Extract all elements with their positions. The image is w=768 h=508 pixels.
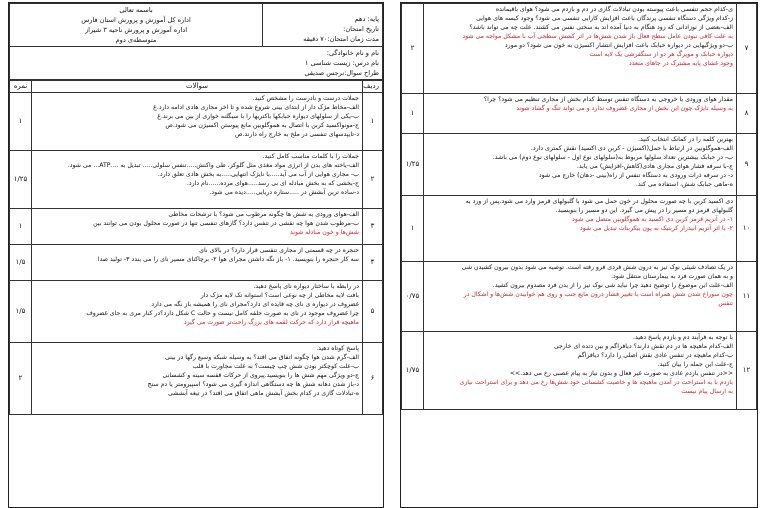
question-line: ج-بخشی که به بخش مبادله ای بی رسد.....هوای مرده......نام دارد.	[186, 180, 359, 187]
question-line: ز-کدام ویژگی دستگاه تنفسی پرندگان باعث افزایش کارایی تنفسی می شود؟ وجود کیسه های هوایی	[476, 15, 733, 22]
question-line: در یک تصادف شیئی نوک تیز به درون شش فردی فرو رفته است. توصیه می شود بدون بیرون کشیدن شی	[461, 264, 733, 271]
question-line: جملات درست و نادرست را مشخص کنید.	[252, 95, 359, 102]
question-line: ب-کدام ماهیچه در تنفس عادی نقش اصلی را دارد؟ دیافراگم	[577, 352, 733, 359]
question-score: ۰/۷۵	[402, 262, 424, 332]
question-body	[424, 196, 737, 262]
question-line: الف-یاخته های بدن از انرژی مواد مغذی مثل گلوکز، طی واکنش.....تنفس سلولی..... تبدیل به ....ATP... می شود.	[67, 162, 359, 169]
question-number: ۲	[363, 151, 383, 209]
question-line: حنجره در چه قسمتی از مجاری تنفسی قرار دارد؟ در بالای نای	[199, 247, 359, 254]
question-row	[402, 94, 757, 134]
question-number: ۸	[737, 94, 757, 134]
header-left-info	[263, 4, 383, 47]
question-body	[424, 262, 737, 332]
question-line: ی-کدام حجم تنفسی باعث پیوسته بودن تبادلات گازی در دم و بازدم می شود؟ هوای باقیمانده	[495, 6, 733, 13]
questions-table-left	[9, 80, 383, 415]
question-body	[424, 4, 737, 94]
exam-page-one	[8, 2, 384, 508]
question-row	[402, 332, 757, 410]
question-line: د- در سرفه ذرات ورودی به دستگاه تنفس از راه(بینی -دهان) خارج می شود	[538, 172, 733, 179]
question-line: در رابطه با ساختار دیواره نای پاسخ دهید.	[253, 283, 359, 290]
col-questions-header: سوالات	[32, 81, 363, 93]
question-body	[424, 94, 737, 134]
grade-label: پایه: دهم	[354, 15, 379, 23]
org-line-2: اداره آموزش و پرورش ناحیه ۳ شیراز	[84, 26, 188, 34]
question-number: ۱۱	[737, 262, 757, 332]
question-line: به وسیله نایژک چون این بخش از مجاری غضروف ندارد و می تواند تنگ و گشاد شوند	[516, 105, 733, 112]
question-row	[402, 196, 757, 262]
question-line: تنفس	[718, 300, 733, 307]
question-score: ۱	[10, 93, 32, 151]
question-line: جملات را با کلمات مناسب کامل کنید.	[262, 153, 359, 160]
question-score: ۱	[402, 94, 424, 134]
question-line: دی اکسید کربن با چه صورت محلول در خون حمل می شود با گلبولهای قرمز وارد می شود.پس از ورد به	[465, 198, 733, 205]
questions-table-right	[401, 3, 757, 410]
question-line: چرا غضروف موجود در نای به صورت حلقه کامل نیست و حالت C شکل دارد؟در کنار مری به جای غضروف	[86, 310, 359, 317]
question-line: چون سوراخ شدن شش همراه است با تغییر فشار درون مایع جنب و روی هم خوابیدن شش‌ها و اشکال در	[463, 291, 733, 298]
name-label: نام و نام خانوادگی:	[326, 49, 379, 57]
question-line: سه کار حنجره را بنویسید. ۱- باز نگه داشتن مجرای هوا ۲- برچاکنای مسیر نای را می بندد ۳- تولید صدا	[97, 256, 359, 263]
question-number: ۱	[363, 93, 383, 151]
question-line: گلبولهای قرمز دو مسیر را در پیش می گیرد. این دو مسیر را بنویسید.	[555, 207, 733, 214]
question-body	[32, 93, 363, 151]
question-number: ۷	[737, 4, 757, 94]
question-score: ۱/۲۵	[402, 134, 424, 196]
question-score: ۲	[402, 4, 424, 94]
question-body	[32, 151, 363, 209]
question-line: بافت لایه مخاطی از چه نوعی است؟ استوانه تک لایه مژک دار	[200, 292, 359, 299]
question-line: ب- در حبابک بیشترین تعداد سلولها مربوط به(سلولهای نوع اول - سلولهای نوع دوم) می باشد.	[492, 154, 733, 161]
question-number: ۱۰	[737, 196, 757, 262]
question-line: <<در تنفس بازدم عادی به صورت غیر فعال و بدون نیاز به پیام عصبی رخ می دهد.>>	[509, 370, 733, 377]
org-line-1: اداره کل آموزش و پرورش استان فارس	[81, 16, 191, 24]
question-line: شش‌ها و خون مبادله شوند	[289, 229, 359, 236]
question-line: الف-مخاط مژک دار از ابتدای بینی شروع شده و تا اخر مجاری هادی ادامه دارد.غ	[153, 104, 359, 111]
col-score-header: نمره	[10, 81, 32, 93]
question-body	[424, 134, 737, 196]
question-line: وجود غشای پایه مشترک در جاهای متعدد	[629, 60, 733, 67]
question-line: ۲- با اثر آنزیم انیدراز کربنیک به یون بیکربنات تبدیل می شود	[579, 225, 733, 232]
question-number: ۱۲	[737, 332, 757, 410]
question-body	[32, 209, 363, 245]
question-line: ب-یکی از سلولهای دیواره حبابکها باکتریها را با سیگلنه خواری از بین می برند.غ	[157, 113, 359, 120]
question-line: الف-بعضی از نوزادانی که زود هنگام به دنیا آمده اند به سختی نفس می کشند. علت چه می تواند باشد؟	[469, 24, 733, 31]
question-line: الف-علت این موضوع را توضیح دهید چرا نباید شی نوک تیز را از بدن فرد مصدوم بیرون کشید.	[492, 282, 733, 289]
question-score: ۲	[10, 343, 32, 415]
question-body	[424, 332, 737, 410]
level-label: متوسطه‌ی دوم	[115, 36, 157, 44]
question-line: ب-دو ویژگیهایی در دیواره حبابک باعث افزایش انتشار اکسیژن به خون می شود؟ دو مورد	[504, 42, 733, 49]
basmala: باسمه تعالی	[119, 6, 153, 14]
question-line: غضروف در دیواره ی نای چه فایده ای دارد؟مجرای نای را همیشه باز نگه می دارد	[151, 301, 359, 308]
question-score: ۱/۵	[10, 245, 32, 281]
question-score: ۱	[10, 209, 32, 245]
question-line: ج-علت این جمله را بیان کنید.	[657, 361, 733, 368]
question-number: ۵	[363, 281, 383, 343]
question-line: الف-هوای ورودی به شش ها چگونه مرطوب می شود؟ با ترشحات مخاطی	[168, 211, 359, 218]
question-line: دیواره حبابک و مویرگ هر دو از سنگفرشی یک لایه است	[589, 51, 733, 58]
question-row	[402, 4, 757, 94]
question-line: به علت کافی نبودن عامل سطح فعال باز شدن شش‌ها در اثر کشش سطحی آب با مشکل مواجه می شود	[462, 33, 733, 40]
lesson-label: نام درس: زیست شناسی ۱	[304, 59, 379, 67]
question-number: ۶	[363, 343, 383, 415]
header-center	[10, 4, 263, 47]
question-body	[32, 343, 363, 415]
col-row-header: ردیف	[363, 81, 383, 93]
designer-label: طراح سوال:نرجس صدیقی	[304, 69, 379, 77]
question-line: به ارسال پیام نیست	[681, 388, 733, 395]
question-line: ۱- در آنزیم قرمز کربن دی اکسید به هموگلوبین متصل می شود	[572, 216, 733, 223]
question-row	[402, 262, 757, 332]
question-score: ۱/۷۵	[402, 332, 424, 410]
question-score: ۱/۲۵	[10, 151, 32, 209]
question-line: مقدار هوای ورودی یا خروجی به دستگاه تنفس توسط کدام بخش از مجاری تنظیم می شود؟ چرا؟	[483, 96, 733, 103]
question-line: ماهیچه قرار دارد که حرکت لقمه های بزرگ راحت‌تر صورت می گیرد	[183, 319, 359, 326]
question-line: ج-دو ویژگی مهم شش ها را بنویسید.پیروی از حرکات قفسه سینه و کشسانی	[162, 372, 359, 379]
question-line: پاسخ کوتاه دهید.	[316, 345, 359, 352]
question-row	[10, 281, 383, 343]
date-label: تاریخ امتحان:	[343, 25, 379, 33]
question-line: د-باز شدن دهانه شش ها چه دستگاهی اندازه گیری می شود؟ اسپیرومتر یا دم سنج	[147, 381, 359, 388]
question-line: ج-مونواکسید کربن با اتصال به هموگلوبین مانع پیوستن اکسیژن می شود.ص	[165, 122, 359, 129]
question-line: ب-علت کوچکتر بودن شش چپ چیست؟ به علت مجاورت با قلب	[192, 363, 359, 370]
question-number: ۹	[737, 134, 757, 196]
question-row	[10, 93, 383, 151]
question-line: ه-ماهی حبابک شش، استفاده می کند.	[635, 181, 733, 188]
question-row	[402, 134, 757, 196]
duration-label: مدت زمان امتحان:۷۰ دقیقه	[303, 35, 379, 43]
question-line: الف-گرم شدن هوا چگونه اتفاق می افتد؟ به وسیله شبکه وسیع رگها در بینی	[164, 354, 359, 361]
student-info	[10, 47, 383, 80]
question-number: ۳	[363, 209, 383, 245]
question-score: ۱/۵	[10, 281, 32, 343]
question-line: ب-مرطوب شدن هوا چه نقشی در تنفس دارد؟ گازهای تنفسی تنها در صورت محلول بودن می توانند بین	[93, 220, 359, 227]
question-body	[32, 281, 363, 343]
question-row	[10, 209, 383, 245]
question-line: ه-تبادلات گازی در کدام بخش آبشش ماهی اتفاق می افتد؟ در تیغه آبششی	[168, 390, 359, 397]
question-row	[10, 245, 383, 281]
question-line: ب- مجاری هوایی از آب می آید.....با نایژک انتهایی.....به بخش هادی تعلق دارد.	[157, 171, 359, 178]
question-score: ۱	[402, 196, 424, 262]
question-line: با توجه به فرآیند دم و بازدم پاسخ دهید.	[632, 334, 733, 341]
question-number: ۴	[363, 245, 383, 281]
question-line: بازدم با به استراحت در آمدن ماهیچه ها و خاصیت کشسانی خود شش‌ها رخ می دهد و برای استراحت نیازی	[459, 379, 733, 386]
question-line: د-تایپدسهای تنفسی در ملخ به خارج راه دارند.ص	[234, 131, 359, 138]
question-row	[10, 343, 383, 415]
question-line: الف-هموگلوبین در ارتباط با حمل(اکسیژن - کربن دی اکسید) نقش کمتری دارد.	[530, 145, 733, 152]
exam-header-table	[9, 3, 383, 80]
question-line: ج-با سرفه فشار هوای مجاری هادی(کاهش-افزایش) می یابد.	[576, 163, 733, 170]
question-line: د-ساده ترین آبشش در .....ستاره دریایی.....دیده می شود.	[209, 189, 359, 196]
question-row	[10, 151, 383, 209]
exam-page-two	[400, 2, 758, 508]
question-line: بهترین کلمه را در کمانک انتخاب کنید.	[637, 136, 733, 143]
question-line: الف-کدام ماهیچه ها در دم نقش دارند؟ دیافراگم و بین دنده ای خارجی	[553, 343, 733, 350]
question-line: و به همان صورت فرد به بیمارستان منتقل شود.	[611, 273, 733, 280]
question-body	[32, 245, 363, 281]
